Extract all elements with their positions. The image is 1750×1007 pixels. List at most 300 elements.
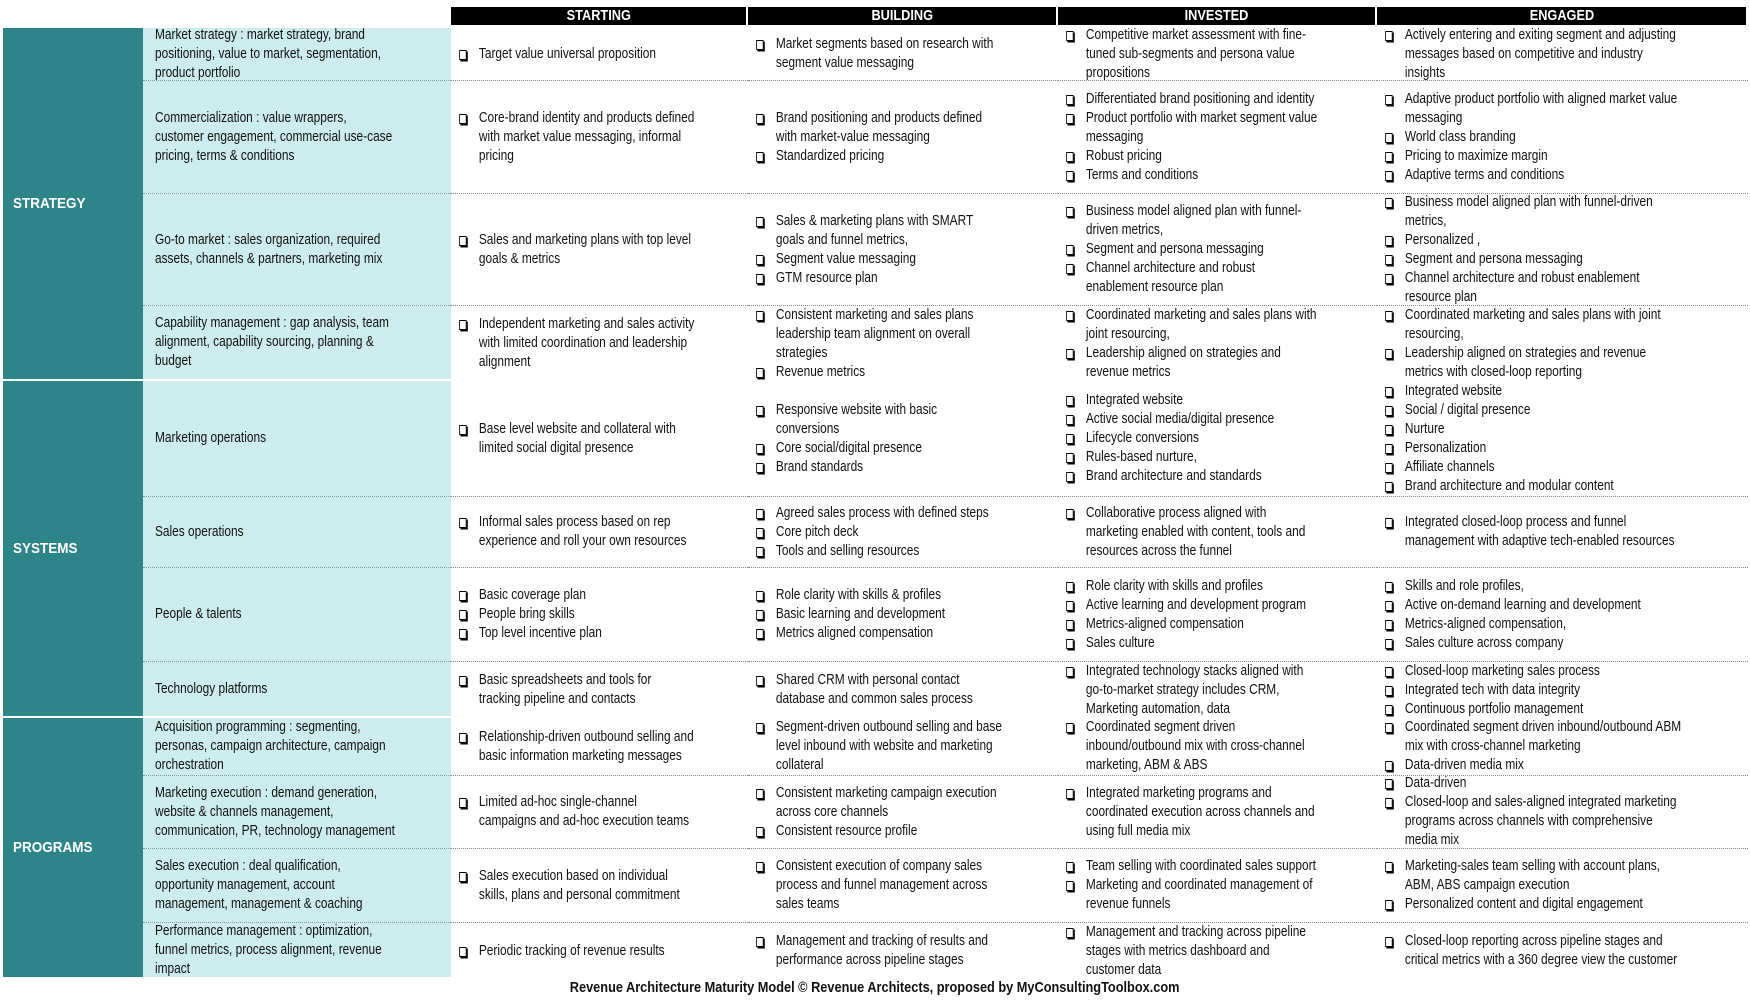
checkbox-icon <box>756 629 763 639</box>
cell-building <box>748 306 1058 381</box>
cell-content <box>748 504 1002 561</box>
checkbox-icon <box>459 947 466 957</box>
list-item <box>451 942 695 961</box>
item-list <box>451 728 695 766</box>
cell-invested <box>1058 718 1377 776</box>
checkbox-icon <box>1066 601 1073 611</box>
list-item <box>748 363 1002 382</box>
checkbox-icon <box>1385 518 1392 528</box>
list-item <box>1058 718 1320 775</box>
list-item <box>1058 429 1320 448</box>
cell-building <box>748 923 1058 979</box>
checkbox-icon <box>756 862 763 872</box>
list-item <box>1058 259 1320 297</box>
item-text: Relationship-driven outbound selling and basic information marketing messages <box>478 728 694 764</box>
checkbox-icon <box>756 827 763 837</box>
checkbox-icon <box>1066 582 1073 592</box>
item-text: Collaborative process aligned with marketing enabled with content, tools and resources across the funnel <box>1085 504 1306 559</box>
checkbox-icon <box>756 789 763 799</box>
item-text: Integrated website <box>1404 382 1503 399</box>
list-item <box>1058 306 1320 344</box>
item-list <box>748 212 1002 288</box>
list-item <box>748 212 1002 250</box>
item-text: Coordinated segment driven inbound/outbound ABM mix with cross-channel marketing <box>1404 719 1682 754</box>
checkbox-icon <box>459 50 466 60</box>
checkbox-icon <box>1385 686 1392 696</box>
item-text: Active learning and development program <box>1085 596 1306 613</box>
checkbox-icon <box>459 798 466 808</box>
checkbox-icon <box>1066 31 1073 41</box>
cell-content <box>748 306 1002 382</box>
item-list <box>451 420 695 458</box>
checkbox-icon <box>1385 582 1392 592</box>
checkbox-icon <box>1066 928 1073 938</box>
maturity-grid <box>3 28 1748 979</box>
item-list <box>748 784 1002 841</box>
list-item <box>1058 784 1320 841</box>
area-cell <box>143 497 451 568</box>
item-text: Top level incentive plan <box>478 625 602 641</box>
list-item <box>748 523 1002 542</box>
list-item <box>1058 410 1320 429</box>
checkbox-icon <box>1066 114 1073 124</box>
item-list <box>748 504 1002 561</box>
checkbox-icon <box>756 676 763 686</box>
cell-engaged <box>1377 81 1748 194</box>
item-text: Robust pricing <box>1085 147 1162 164</box>
checkbox-icon <box>459 320 466 330</box>
area-cell <box>143 849 451 923</box>
item-list <box>1377 306 1681 382</box>
item-text: Marketing and coordinated management of revenue funnels <box>1085 877 1313 912</box>
item-list <box>1377 382 1681 496</box>
item-text: Target value universal proposition <box>478 45 657 62</box>
item-list <box>1058 202 1320 297</box>
header-starting: STARTING <box>451 7 746 25</box>
cell-content <box>1377 932 1681 970</box>
checkbox-icon <box>459 518 466 528</box>
area-cell <box>143 568 451 662</box>
list-item <box>748 269 1002 288</box>
item-text: Product portfolio with market segment value messaging <box>1085 109 1318 145</box>
item-list <box>451 867 695 905</box>
cell-content <box>748 718 1002 775</box>
item-text: Personalized , <box>1404 231 1481 248</box>
item-text: Differentiated brand positioning and identity <box>1085 90 1315 107</box>
item-list <box>451 671 695 709</box>
cell-starting <box>451 81 748 194</box>
checkbox-icon <box>1066 95 1073 105</box>
checkbox-icon <box>459 591 466 601</box>
list-item <box>1377 231 1681 250</box>
cell-content <box>1058 504 1320 561</box>
item-text: Active on-demand learning and development <box>1404 596 1641 613</box>
list-item <box>451 793 695 831</box>
cell-content <box>1377 90 1681 185</box>
item-text: Segment value messaging <box>775 250 917 267</box>
checkbox-icon <box>756 463 763 473</box>
cell-building <box>748 568 1058 662</box>
cell-content <box>451 586 695 643</box>
list-item <box>451 315 695 372</box>
item-list <box>1058 26 1320 83</box>
cell-starting <box>451 28 748 81</box>
list-item <box>1058 596 1320 615</box>
item-list <box>451 513 695 551</box>
cell-engaged <box>1377 923 1748 979</box>
item-list <box>1377 193 1681 307</box>
area-cell <box>143 28 451 81</box>
footer-caption: Revenue Architecture Maturity Model © Revenue Architects, proposed by MyConsultingToolbox.com <box>570 979 1180 996</box>
checkbox-icon <box>756 444 763 454</box>
checkbox-icon <box>1066 396 1073 406</box>
item-text: Integrated marketing programs and coordinated execution across channels and using full media mix <box>1085 784 1315 839</box>
item-list <box>1377 662 1681 719</box>
item-list <box>1377 513 1681 551</box>
item-list <box>451 793 695 831</box>
item-text: Rules-based nurture, <box>1085 449 1197 465</box>
cell-building <box>748 194 1058 306</box>
list-item <box>748 504 1002 523</box>
list-item <box>1377 895 1681 914</box>
list-item <box>1058 166 1320 185</box>
checkbox-icon <box>459 610 466 620</box>
cell-content <box>451 231 695 269</box>
checkbox-icon <box>756 528 763 538</box>
item-list <box>1058 784 1320 841</box>
list-item <box>1377 401 1681 420</box>
list-item <box>1058 876 1320 914</box>
list-item <box>1377 26 1681 83</box>
list-item <box>1377 577 1681 596</box>
item-text: Management and tracking across pipeline stages with metrics dashboard and customer data <box>1085 923 1306 978</box>
item-list <box>451 586 695 643</box>
item-text: Team selling with coordinated sales support <box>1085 858 1316 874</box>
area-cell <box>143 306 451 381</box>
item-list <box>748 306 1002 382</box>
list-item <box>1058 202 1320 240</box>
list-item <box>1377 439 1681 458</box>
cell-content <box>1058 90 1320 185</box>
item-text: Brand standards <box>775 458 864 475</box>
checkbox-icon <box>1066 881 1073 891</box>
list-item <box>1377 756 1681 775</box>
list-item <box>1377 634 1681 653</box>
cell-engaged <box>1377 662 1748 718</box>
item-text: Skills and role profiles, <box>1404 577 1524 594</box>
item-text: Consistent marketing campaign execution across core channels <box>775 784 997 820</box>
item-text: Adaptive terms and conditions <box>1404 166 1565 183</box>
category-label: PROGRAMS <box>13 839 93 856</box>
item-list <box>1058 504 1320 561</box>
cell-starting <box>451 849 748 923</box>
item-list <box>1058 923 1320 980</box>
checkbox-icon <box>1066 171 1073 181</box>
item-text: Independent marketing and sales activity with limited coordination and leadership alignment <box>478 316 695 370</box>
checkbox-icon <box>1066 311 1073 321</box>
item-text: People bring skills <box>478 606 575 622</box>
item-text: Management and tracking of results and performance across pipeline stages <box>775 933 989 968</box>
checkbox-icon <box>1385 705 1392 715</box>
item-text: Segment-driven outbound selling and base level inbound with website and marketing collateral <box>775 719 1002 773</box>
cell-invested <box>1058 28 1377 81</box>
cell-content <box>1377 577 1681 653</box>
checkbox-icon <box>459 872 466 882</box>
cell-engaged <box>1377 28 1748 81</box>
list-item <box>1058 634 1320 653</box>
cell-engaged <box>1377 718 1748 776</box>
cell-invested <box>1058 568 1377 662</box>
item-text: Channel architecture and robust enablement resource plan <box>1085 260 1256 295</box>
list-item <box>1377 166 1681 185</box>
list-item <box>1377 128 1681 147</box>
list-item <box>1377 306 1681 344</box>
checkbox-icon <box>1066 620 1073 630</box>
checkbox-icon <box>1385 171 1392 181</box>
item-list <box>1058 306 1320 382</box>
category-label: STRATEGY <box>13 195 86 212</box>
list-item <box>748 718 1002 775</box>
checkbox-icon <box>459 733 466 743</box>
checkbox-icon <box>1385 937 1392 947</box>
checkbox-icon <box>1385 387 1392 397</box>
checkbox-icon <box>459 676 466 686</box>
item-list <box>748 671 1002 709</box>
item-text: Pricing to maximize margin <box>1404 147 1548 164</box>
list-item <box>451 605 695 624</box>
list-item <box>451 45 695 64</box>
item-text: Revenue metrics <box>775 363 866 380</box>
list-item <box>1377 774 1681 793</box>
item-list <box>1377 774 1681 850</box>
list-item <box>748 822 1002 841</box>
cell-building <box>748 28 1058 81</box>
item-list <box>748 401 1002 477</box>
list-item <box>1377 193 1681 231</box>
checkbox-icon <box>1385 255 1392 265</box>
checkbox-icon <box>756 255 763 265</box>
list-item <box>1377 269 1681 307</box>
item-text: Integrated website <box>1085 392 1184 408</box>
list-item <box>1058 857 1320 876</box>
cell-content <box>1377 662 1681 719</box>
list-item <box>1058 344 1320 382</box>
cell-content <box>1377 382 1681 496</box>
checkbox-icon <box>1385 274 1392 284</box>
item-text: Brand architecture and modular content <box>1404 477 1614 494</box>
checkbox-icon <box>1066 434 1073 444</box>
item-text: Agreed sales process with defined steps <box>775 504 989 521</box>
cell-engaged <box>1377 776 1748 849</box>
checkbox-icon <box>1385 311 1392 321</box>
list-item <box>1377 615 1681 634</box>
item-list <box>1377 932 1681 970</box>
item-text: Coordinated marketing and sales plans with joint resourcing, <box>1085 306 1317 342</box>
cell-invested <box>1058 776 1377 849</box>
item-text: Adaptive product portfolio with aligned market value messaging <box>1404 90 1678 126</box>
cell-content <box>1377 306 1681 382</box>
area-cell <box>143 194 451 306</box>
item-text: Business model aligned plan with funnel-driven metrics, <box>1404 193 1653 229</box>
cell-content <box>451 671 695 709</box>
item-list <box>748 586 1002 643</box>
cell-content <box>1058 923 1320 980</box>
cell-content <box>1058 26 1320 83</box>
area-label: Commercialization : value wrappers, customer engagement, commercial use-case pricing, terms & conditions <box>155 109 393 164</box>
cell-building <box>748 718 1058 776</box>
list-item <box>451 671 695 709</box>
item-text: Lifecycle conversions <box>1085 430 1199 446</box>
cell-content <box>451 867 695 905</box>
list-item <box>748 624 1002 643</box>
item-text: Affiliate channels <box>1404 458 1495 475</box>
item-text: Continuous portfolio management <box>1404 700 1584 717</box>
list-item <box>1377 90 1681 128</box>
list-item <box>1058 504 1320 561</box>
checkbox-icon <box>459 425 466 435</box>
cell-content <box>748 586 1002 643</box>
item-text: Standardized pricing <box>775 147 885 164</box>
cell-engaged <box>1377 497 1748 568</box>
checkbox-icon <box>756 217 763 227</box>
list-item <box>748 250 1002 269</box>
list-item <box>748 439 1002 458</box>
cell-building <box>748 849 1058 923</box>
checkbox-icon <box>1385 95 1392 105</box>
item-text: Integrated closed-loop process and funnel management with adaptive tech-enabled resources <box>1404 514 1675 549</box>
item-text: Brand architecture and standards <box>1085 468 1262 484</box>
item-text: Channel architecture and robust enablement resource plan <box>1404 269 1640 305</box>
list-item <box>1377 344 1681 382</box>
cell-invested <box>1058 923 1377 979</box>
list-item <box>1058 90 1320 109</box>
list-item <box>1058 577 1320 596</box>
cell-content <box>451 942 695 961</box>
checkbox-icon <box>756 509 763 519</box>
item-text: Metrics-aligned compensation, <box>1404 615 1567 632</box>
cell-building <box>748 776 1058 849</box>
checkbox-icon <box>1066 723 1073 733</box>
item-list <box>451 315 695 372</box>
item-text: Core social/digital presence <box>775 439 922 456</box>
cell-engaged <box>1377 306 1748 381</box>
checkbox-icon <box>1066 453 1073 463</box>
cell-starting <box>451 306 748 381</box>
cell-building <box>748 381 1058 497</box>
list-item <box>1377 250 1681 269</box>
header-engaged: ENGAGED <box>1377 7 1746 25</box>
area-label: People & talents <box>155 606 242 622</box>
cell-content <box>1058 577 1320 653</box>
cell-engaged <box>1377 849 1748 923</box>
area-label: Sales operations <box>155 523 244 540</box>
list-item <box>451 231 695 269</box>
item-list <box>748 857 1002 914</box>
item-list <box>1377 90 1681 185</box>
list-item <box>451 867 695 905</box>
list-item <box>1058 662 1320 719</box>
area-label: Marketing operations <box>155 430 267 446</box>
cell-content <box>748 109 1002 166</box>
category-strategy <box>3 28 143 381</box>
cell-content <box>451 45 695 64</box>
item-list <box>451 45 695 64</box>
item-text: Basic spreadsheets and tools for tracking pipeline and contacts <box>478 672 652 707</box>
checkbox-icon <box>1385 349 1392 359</box>
category-programs <box>3 718 143 979</box>
item-text: Business model aligned plan with funnel-driven metrics, <box>1085 203 1302 238</box>
list-item <box>748 932 1002 970</box>
list-item <box>1058 467 1320 486</box>
item-text: Tools and selling resources <box>775 542 920 559</box>
item-list <box>1377 26 1681 83</box>
checkbox-icon <box>1066 415 1073 425</box>
item-list <box>1058 718 1320 775</box>
cell-invested <box>1058 81 1377 194</box>
cell-engaged <box>1377 381 1748 497</box>
item-text: Leadership aligned on strategies and revenue metrics <box>1085 344 1281 380</box>
area-cell <box>143 923 451 979</box>
cell-content <box>1058 391 1320 486</box>
checkbox-icon <box>1066 667 1073 677</box>
list-item <box>1377 513 1681 551</box>
list-item <box>748 784 1002 822</box>
cell-content <box>1058 857 1320 914</box>
item-list <box>451 231 695 269</box>
item-text: Limited ad-hoc single-channel campaigns and ad-hoc execution teams <box>478 794 690 829</box>
item-list <box>1377 857 1681 914</box>
item-text: Coordinated marketing and sales plans with joint resourcing, <box>1404 306 1661 342</box>
cell-content <box>748 784 1002 841</box>
cell-invested <box>1058 497 1377 568</box>
list-item <box>451 109 695 166</box>
cell-starting <box>451 381 748 497</box>
category-systems <box>3 381 143 718</box>
item-list <box>1377 718 1681 775</box>
cell-content <box>748 932 1002 970</box>
item-text: Periodic tracking of revenue results <box>478 942 665 959</box>
list-item <box>748 109 1002 147</box>
item-text: Sales execution based on individual skills, plans and personal commitment <box>478 867 680 903</box>
cell-starting <box>451 568 748 662</box>
item-text: Sales and marketing plans with top level goals & metrics <box>478 231 692 267</box>
checkbox-icon <box>756 406 763 416</box>
cell-starting <box>451 776 748 849</box>
list-item <box>1377 477 1681 496</box>
cell-invested <box>1058 849 1377 923</box>
item-text: Metrics aligned compensation <box>775 625 934 641</box>
list-item <box>1377 932 1681 970</box>
list-item <box>748 542 1002 561</box>
cell-content <box>451 420 695 458</box>
list-item <box>748 401 1002 439</box>
list-item <box>1377 662 1681 681</box>
list-item <box>1377 458 1681 477</box>
item-text: Base level website and collateral with limited social digital presence <box>478 420 676 456</box>
cell-content <box>1377 513 1681 551</box>
checkbox-icon <box>1385 133 1392 143</box>
checkbox-icon <box>1385 620 1392 630</box>
list-item <box>748 586 1002 605</box>
list-item <box>451 513 695 551</box>
checkbox-icon <box>756 40 763 50</box>
item-text: Consistent marketing and sales plans leadership team alignment on overall strategies <box>775 306 974 361</box>
cell-content <box>1377 857 1681 914</box>
cell-content <box>748 35 1002 73</box>
cell-building <box>748 497 1058 568</box>
area-label: Marketing execution : demand generation, website & channels management, communication, PR, technology management <box>155 784 395 839</box>
cell-content <box>1058 306 1320 382</box>
